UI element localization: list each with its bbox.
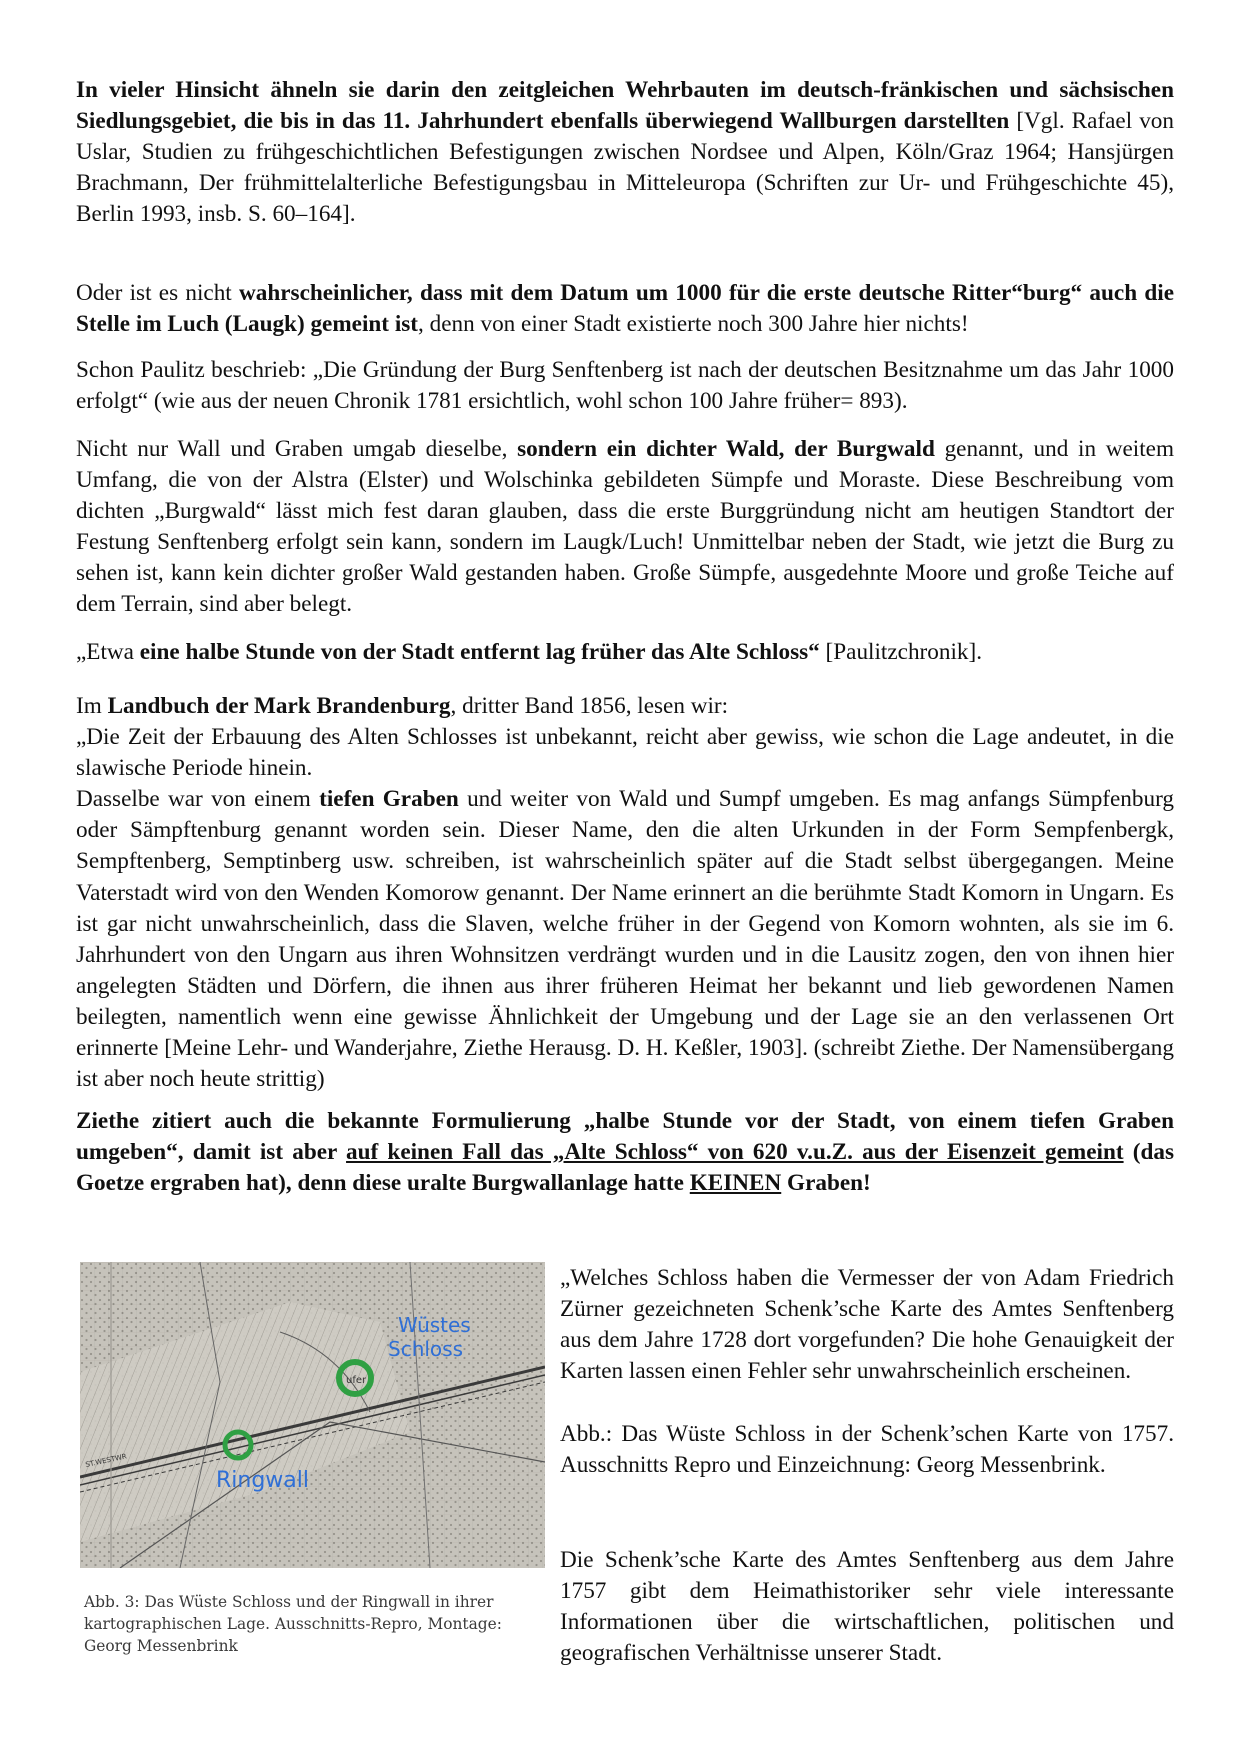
underlined-text: auf keinen Fall das „Alte Schloss“ von 620 v.u.Z. aus der Eisenzeit gemeint — [346, 1139, 1124, 1166]
paragraph-alte-schloss — [76, 637, 1174, 668]
map-small-label: ufer — [346, 1375, 367, 1386]
paragraph-text: Nicht nur Wall und Graben umgab dieselbe, — [76, 436, 518, 462]
paragraph-text: Graben! — [781, 1170, 871, 1197]
map-label-ringwall: Ringwall — [216, 1468, 310, 1493]
paragraph-ziethe — [76, 1106, 1174, 1199]
paragraph-bold-text: sondern ein dichter Wald, der Burgwald — [517, 436, 935, 462]
paragraph-wallburgen — [76, 75, 1174, 230]
paragraph-text: , dritter Band 1856, lesen wir: — [450, 693, 729, 719]
paragraph-bold-text: eine halbe Stunde von der Stadt entfernt lag früher das Alte Schloss“ — [139, 639, 820, 665]
paragraph-bold-text: In vieler Hinsicht ähneln sie darin den zeitgleichen Wehrbauten im deutsch-fränkischen und sächsischen Siedlungsgebiet, die bis in das 11. Jahrhundert ebenfalls überwiegend Wallburgen darstellten — [76, 77, 1174, 135]
figure-caption: Abb. 3: Das Wüste Schloss und der Ringwall in ihrer kartographischen Lage. Ausschnitts-Repro, Montage: Georg Messenbrink — [84, 1593, 502, 1655]
map-label-schloss: Schloss — [388, 1337, 463, 1361]
paragraph-text: , denn von einer Stadt existierte noch 300 Jahre hier nichts! — [418, 311, 969, 338]
map-label-wuestes: Wüstes — [398, 1313, 471, 1337]
right-paragraph-schloss-question: „Welches Schloss haben die Vermesser der von Adam Friedrich Zürner gezeichneten Schenk’sche Karte des Amtes Senftenberg aus dem Jahre 1728 dort vorgefunden? Die hohe Genauigkeit der Karten lassen einen Fehler sehr unwahrscheinlich erscheinen. — [560, 1265, 1174, 1385]
paragraph-text: [Paulitzchronik]. — [819, 639, 983, 665]
landbuch-quote-body — [76, 784, 1174, 1095]
right-paragraph-schenk-karte: Die Schenk’sche Karte des Amtes Senftenberg aus dem Jahre 1757 gibt dem Heimathistoriker sehr viele interessante Informationen über die wirtschaftlichen, politischen und geografischen Verhältnisse unserer Stadt. — [560, 1547, 1174, 1667]
paragraph-text: (das Goetze ergraben hat), denn diese uralte Burgwallanlage hatte — [76, 1139, 1174, 1197]
paragraph-text: Oder ist es nicht — [76, 280, 240, 306]
map-image — [80, 1262, 545, 1568]
paragraph-bold-text: tiefen Graben — [319, 786, 459, 813]
paragraph-reference-text: [Vgl. Rafael von Uslar, Studien zu frühgeschichtlichen Befestigungen zwischen Nordsee und Alpen, Köln/Graz 1964; Hansjürgen Brachmann, Der frühmittelalterliche Befestigungsbau in Mitteleuropa (Schriften zur Ur- und Frühgeschichte 45), Berlin 1993, insb. S. 60–164]. — [76, 108, 1174, 228]
paragraph-bold-text: Landbuch der Mark Brandenburg — [107, 693, 451, 719]
landbuch-intro-line — [76, 691, 1174, 722]
paragraph-text: „Etwa — [76, 639, 140, 665]
paragraph-bold-text: wahrscheinlicher, dass mit dem Datum um 1000 für die erste deutsche Ritter“burg“ auch die Stelle im Luch (Laugk) gemeint ist — [76, 280, 1174, 338]
map-small-label: ST.WESTWR — [84, 1452, 128, 1469]
paragraph-landbuch — [76, 691, 1174, 1095]
underlined-text: KEINEN — [689, 1170, 782, 1197]
paragraph-text: Ziethe zitiert auch die bekannte Formulierung „halbe Stunde vor der Stadt, von einem tiefen Graben umgeben“, damit ist aber — [76, 1108, 1174, 1166]
paragraph-paulitz: Schon Paulitz beschrieb: „Die Gründung der Burg Senftenberg ist nach der deutschen Besitznahme um das Jahr 1000 erfolgt“ (wie aus der neuen Chronik 1781 ersichtlich, wohl schon 100 Jahre früher= 893). — [76, 357, 1174, 415]
map-figure — [80, 1262, 545, 1568]
paragraph-text: und weiter von Wald und Sumpf umgeben. Es mag anfangs Sümpfenburg oder Sämpftenburg genannt worden sein. Dieser Name, den die alten Urkunden in der Form Sempfenbergk, Sempftenberg, Semptinberg usw. schreiben, ist wahrscheinlich später auf die Stadt selbst übergegangen. Meine Vaterstadt wird von den Wenden Komorow genannt. Der Name erinnert an die berühmte Stadt Komorn in Ungarn. Es ist gar nicht unwahrscheinlich, dass die Slaven, welche früher in der Gegend von Komorn wohnten, als sie im 6. Jahrhundert von den Ungarn aus ihren Wohnsitzen verdrängt wurden und in die Lausitz zogen, den von ihnen hier angelegten Städten und Dörfern, die ihnen aus ihrer früheren Heimat her bekannt und lieb gewordenen Namen beilegten, namentlich wenn eine gewisse Ähnlichkeit der Umgebung und der Lage sie an den verlassenen Ort erinnerte [Meine Lehr- und Wanderjahre, Ziethe Herausg. D. H. Keßler, 1903]. (schreibt Ziethe. Der Namensübergang ist aber noch heute strittig) — [76, 786, 1174, 1093]
landbuch-quote-start: „Die Zeit der Erbauung des Alten Schlosses ist unbekannt, reicht aber gewiss, wie schon die Lage andeutet, in die slawische Periode hinein. — [76, 724, 1174, 782]
paragraph-ritterburg — [76, 278, 1174, 340]
paragraph-text: genannt, und in weitem Umfang, die von der Alstra (Elster) und Wolschinka gebildeten Sümpfe und Moraste. Diese Beschreibung vom dichten „Burgwald“ lässt mich fest daran glauben, dass die erste Burggründung nicht am heutigen Standtort der Festung Senftenberg erfolgt sein kann, sondern im Laugk/Luch! Unmittelbar neben der Stadt, wie jetzt die Burg zu sehen ist, kann kein dichter großer Wald gestanden haben. Große Sümpfe, ausgedehnte Moore und große Teiche auf dem Terrain, sind aber belegt. — [76, 436, 1175, 618]
paragraph-text: Im — [76, 693, 108, 719]
right-paragraph-abb: Abb.: Das Wüste Schloss in der Schenk’schen Karte von 1757. Ausschnitts Repro und Einzeichnung: Georg Messenbrink. — [560, 1421, 1174, 1479]
paragraph-text: Dasselbe war von einem — [76, 786, 320, 813]
paragraph-burgwald — [76, 434, 1174, 621]
